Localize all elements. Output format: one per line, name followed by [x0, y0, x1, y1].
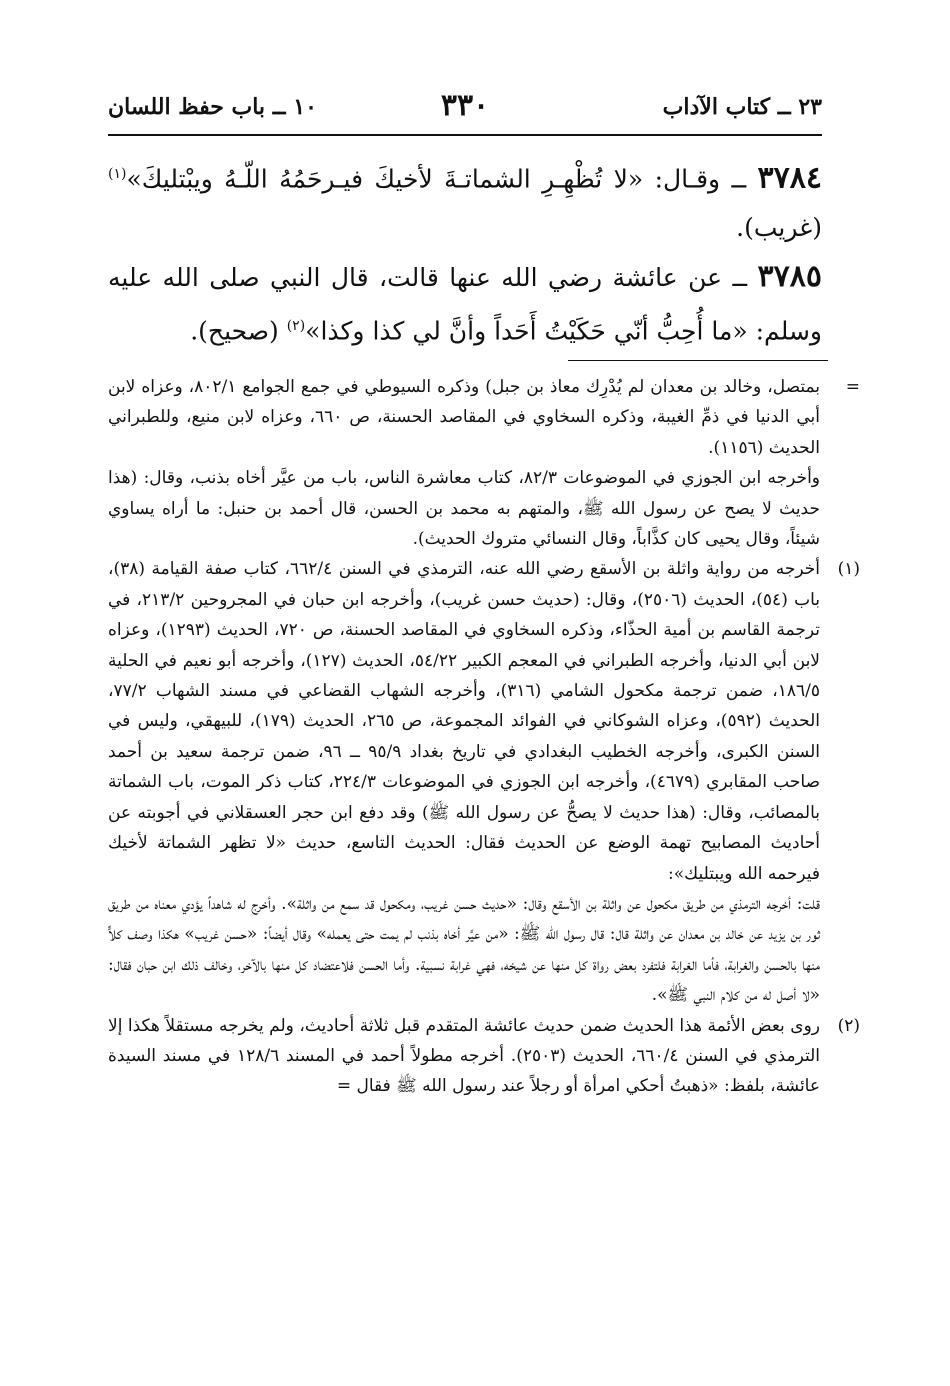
hadith-grade: (صحيح). — [190, 316, 287, 346]
footnote-paragraph: وأخرجه ابن الجوزي في الموضوعات ٨٢/٣، كتاب معاشرة الناس، باب من عيَّر أخاه بذنب، وقال: (هذا حديث لا يصح عن رسول الله ﷺ، والمتهم به محمد بن الحسن، قال أحمد بن حنبل: ما أراه يساوي شيئاً، وقال يحيى كان كذَّاباً، وقال النسائي متروك الحديث). — [108, 468, 820, 550]
footnote-marker: = — [845, 377, 860, 397]
hadith-text: ــ عن عائشة رضي الله عنها قالت، قال النبي صلى الله عليه وسلم: «ما أُحِبُّ أنّي حَكَيْتُ أَحَداً وأنَّ لي كذا وكذا» — [108, 263, 822, 346]
main-text — [108, 150, 822, 356]
hadith-number: ٣٧٨٤ — [757, 160, 822, 196]
footnote-paragraph: أخرجه من رواية واثلة بن الأسقع رضي الله عنه، الترمذي في السنن ٦٦٢/٤، كتاب صفة القيامة (٣٨)، باب (٥٤)، الحديث (٢٥٠٦)، وقال: (حديث حسن غريب)، وأخرجه ابن حبان في المجروحين ٢١٣/٢، في ترجمة القاسم بن أمية الحذّاء، وذكره السخاوي في المقاصد الحسنة، ص ٧٢٠، الحديث (١٢٩٣)، وعزاه لابن أبي الدنيا، وأخرجه الطبراني في المعجم الكبير ٥٤/٢٢، الحديث (١٢٧)، وأخرجه أبو نعيم في الحلية ١٨٦/٥، ضمن ترجمة مكحول الشامي (٣١٦)، وأخرجه الشهاب القضاعي في مسند الشهاب ٧٧/٢، الحديث (٥٩٢)، وعزاه الشوكاني في الفوائد المجموعة، ص ٢٦٥، الحديث (١٧٩)، للبيهقي، وليس في السنن الكبرى، وأخرجه الخطيب البغدادي في تاريخ بغداد ٩٥/٩ ــ ٩٦، ضمن ترجمة سعيد بن أحمد صاحب المقابري (٤٦٧٩)، وأخرجه ابن الجوزي في الموضوعات ٢٢٤/٣، كتاب ذكر الموت، باب الشماتة بالمصائب، وقال: (هذا حديث لا يصحُّ عن رسول الله ﷺ) وقد دفع ابن حجر العسقلاني في أجوبته عن أحاديث المصابيح تهمة الوضع عن الحديث فقال: الحديث التاسع، حديث «لا تظهر الشماتة لأخيك فيرحمه الله ويبتليك»: — [108, 559, 821, 884]
hadith-3785 — [108, 252, 822, 355]
header-divider — [108, 134, 822, 136]
footnote-2 — [108, 1011, 860, 1102]
running-header — [108, 88, 822, 130]
footnotes — [108, 372, 860, 1102]
footnote-paragraph: بمتصل، وخالد بن معدان لم يُدْرِك معاذ بن جبل) وذكره السيوطي في جمع الجوامع ٨٠٢/١، وعزاه لابن أبي الدنيا في ذمِّ الغيبة، وذكره السخاوي في المقاصد الحسنة، ص ٦٦٠، وعزاه لابن منيع، وللطبراني الحديث (١١٥٦). — [108, 377, 821, 458]
chapter-title: ٢٣ ــ كتاب الآداب — [662, 94, 822, 120]
hadith-number: ٣٧٨٥ — [757, 259, 822, 295]
footnote-reference: (١) — [108, 166, 127, 182]
footnote-marker: (٢) — [837, 1015, 860, 1036]
page-number: ٣٣٠ — [440, 88, 490, 123]
hadith-text: ــ وقـال: «لا تُظْهِـرِ الشماتـةَ لأخيكَ فيـرحَمُهُ اللّـهُ ويبْتليكَ» — [126, 164, 758, 194]
footnote-paragraph: قلت: أخرجه الترمذي من طريق مكحول عن واثلة بن الأسقع وقال: «حديث حسن غريب، ومكحول قد سمع من واثلة». وأخرج له شاهداً يؤدي معناه من طريق ثور بن يزيد عن خالد بن معدان عن واثلة قال: قال رسول الله ﷺ: «من عيَّر أخاه بذنب لم يمت حتى يعمله» وقال أيضاً: «حسن غريب» هكذا وصف كلاًّ منها بالحسن والغرابة، فأما الغرابة فلتفرد بعض رواة كل منها عن شيخه، فهي غرابة نسبية. وأما الحسن فلاعتضاد كل منها بالآخر، وخالف ذلك ابن حبان فقال: «لا أصل له من كلام النبي ﷺ». — [108, 893, 820, 1006]
footnote-continuation — [108, 372, 860, 554]
footnote-reference: (٢) — [286, 318, 306, 335]
footnote-divider — [568, 360, 828, 361]
footnote-paragraph: روى بعض الأئمة هذا الحديث ضمن حديث عائشة المتقدم قبل ثلاثة أحاديث، ولم يخرجه مستقلاً هكذا إلا الترمذي في السنن ٦٦٠/٤، الحديث (٢٥٠٣). أخرجه مطولاً أحمد في المسند ١٢٨/٦ في مسند السيدة عائشة، بلفظ: «ذهبتُ أحكي امرأة أو رجلاً عند رسول الله ﷺ فقال = — [108, 1015, 820, 1097]
section-title: ١٠ ــ باب حفظ اللسان — [108, 94, 317, 120]
hadith-3784 — [108, 150, 822, 252]
footnote-marker: (١) — [837, 559, 860, 580]
footnote-1 — [108, 554, 860, 1010]
hadith-grade: (غريب). — [736, 213, 822, 243]
